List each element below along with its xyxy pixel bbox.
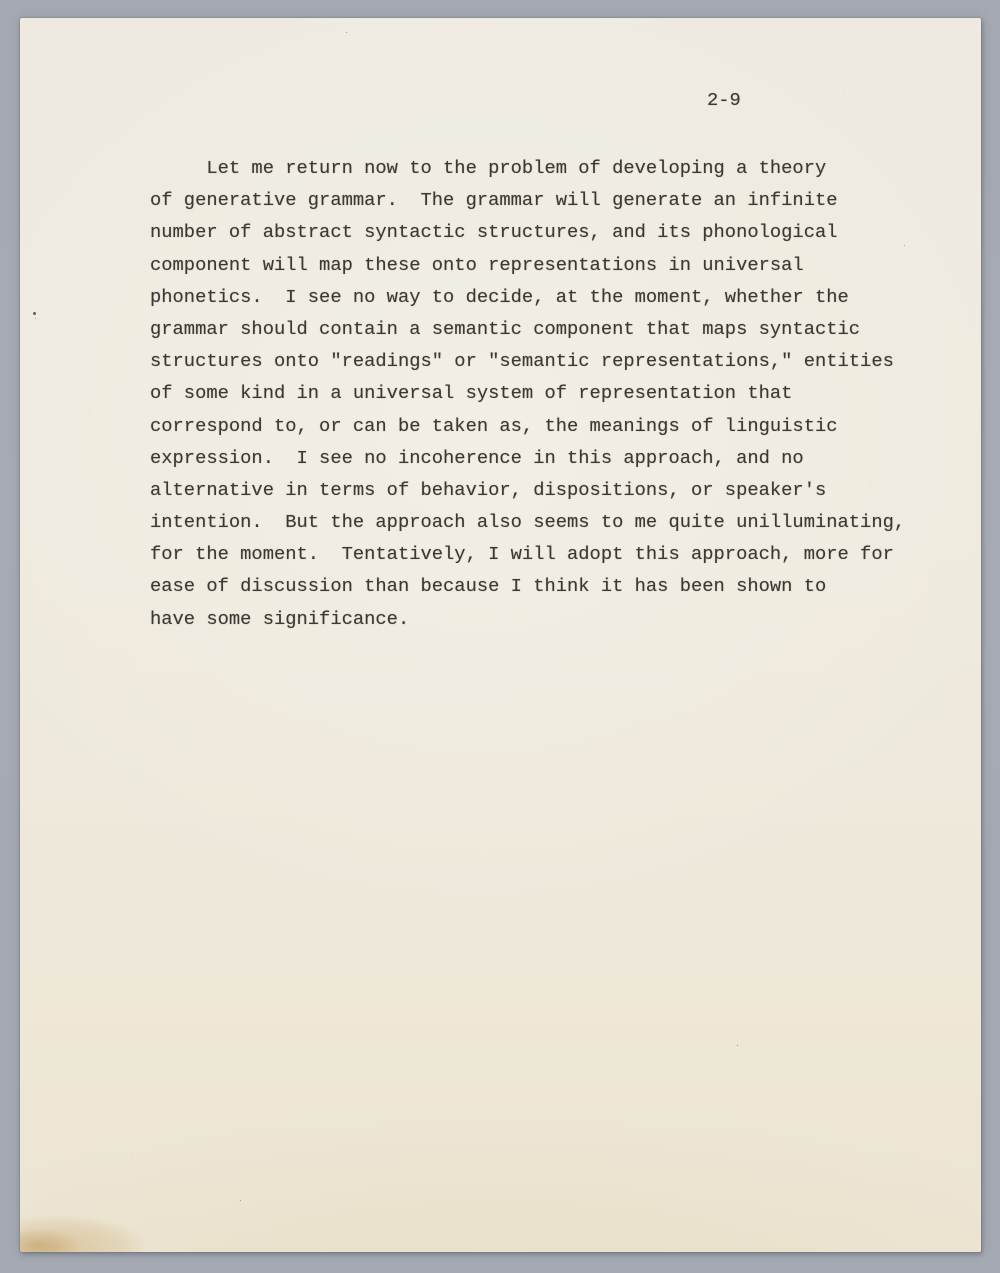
text-line: for the moment. Tentatively, I will adopt this approach, more for: [150, 543, 894, 566]
text-line: expression. I see no incoherence in this approach, and no: [150, 446, 804, 469]
text-line: of generative grammar. The grammar will generate an infinite: [150, 189, 838, 212]
text-line: structures onto "readings" or "semantic representations," entities: [150, 350, 894, 373]
text-line: Let me return now to the problem of developing a theory: [150, 157, 827, 179]
text-line: number of abstract syntactic structures, and its phonological: [150, 221, 838, 244]
text-line: grammar should contain a semantic component that maps syntactic: [150, 317, 861, 340]
document-page: [20, 18, 981, 1252]
text-line: alternative in terms of behavior, dispositions, or speaker's: [150, 478, 827, 501]
text-line: phonetics. I see no way to decide, at the moment, whether the: [150, 285, 849, 308]
page-number: 2-9: [707, 89, 741, 111]
text-line: ease of discussion than because I think it has been shown to: [150, 575, 827, 598]
paragraph: [150, 152, 940, 635]
paper-specks: [20, 18, 23, 21]
text-line: component will map these onto representations in universal: [150, 253, 804, 276]
text-line: intention. But the approach also seems to me quite unilluminating,: [150, 511, 906, 534]
text-line: correspond to, or can be taken as, the meanings of linguistic: [150, 414, 838, 437]
text-line: of some kind in a universal system of representation that: [150, 382, 793, 405]
text-line: have some significance.: [150, 607, 410, 630]
